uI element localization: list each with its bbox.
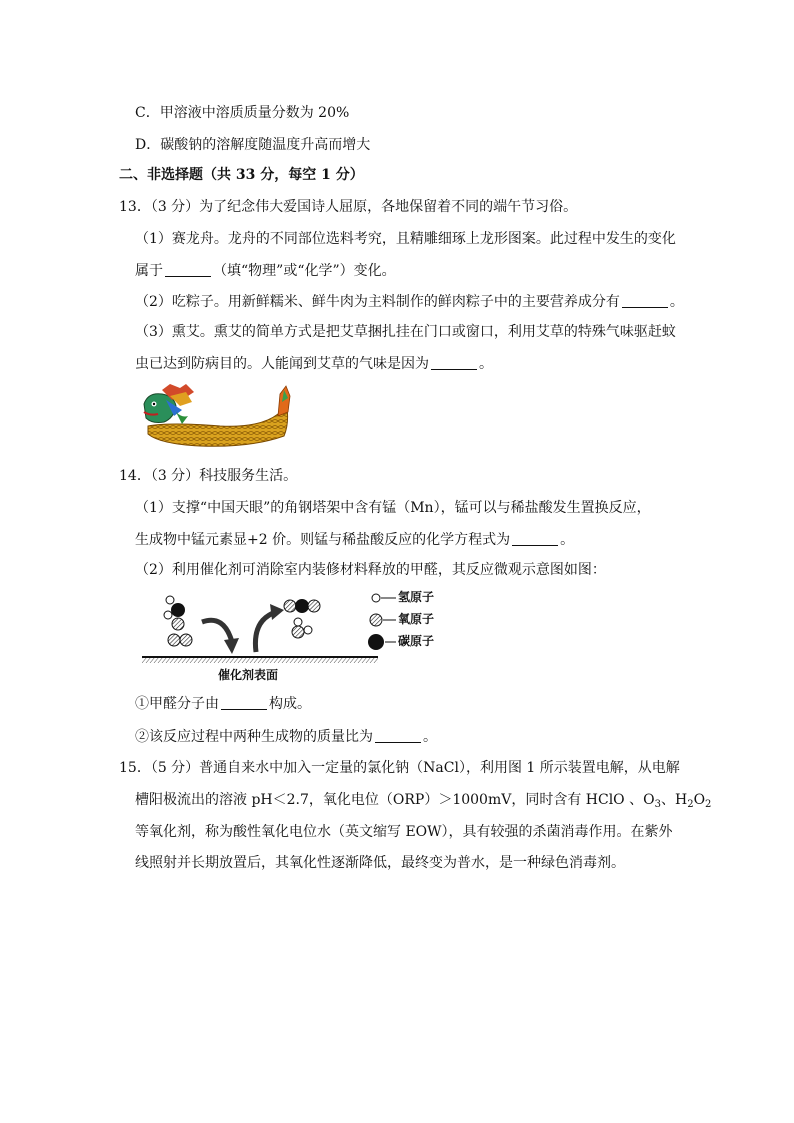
oxygen-atom: [292, 626, 304, 638]
answer-blank[interactable]: [622, 293, 668, 308]
answer-blank[interactable]: [221, 695, 267, 710]
legend-oxygen-label: 氧原子: [398, 612, 435, 626]
q14-part1-prefix: 生成物中锰元素显+2 价。则锰与稀盐酸反应的化学方程式为: [135, 532, 511, 548]
reaction-diagram: [140, 584, 440, 688]
reaction-arrow-in: [202, 620, 232, 642]
q14-answer2-suffix: 。: [423, 729, 437, 745]
q13-part2-suffix: 。: [669, 294, 684, 310]
q14-answer1-prefix: ①甲醛分子由: [135, 696, 219, 712]
oxygen-atom: [168, 634, 180, 646]
q13-part1-line1: （1）赛龙舟。龙舟的不同部位选料考究，且精雕细琢上龙形图案。此过程中发生的变化: [135, 231, 676, 247]
q15-sub-o3: 3: [654, 799, 661, 810]
answer-blank[interactable]: [431, 355, 477, 370]
oxygen-atom: [180, 634, 192, 646]
section-title: 二、非选择题（共 33 分，每空 1 分）: [119, 167, 364, 183]
legend-oxygen-icon: [370, 614, 382, 626]
hydrogen-atom: [164, 611, 172, 619]
q15-line2-mid: 、H: [660, 792, 688, 808]
q14-part1-suffix: 。: [560, 532, 575, 548]
hydrogen-atom: [166, 596, 174, 604]
q15-line3: 等氧化剂，称为酸性氧化电位水（英文缩写 EOW），具有较强的杀菌消毒作用。在紫外: [135, 824, 673, 840]
q13-part2-prefix: （2）吃粽子。用新鲜糯米、鲜牛肉为主料制作的鲜肉粽子中的主要营养成分有: [135, 294, 620, 310]
q14-answer1-suffix: 构成。: [269, 696, 311, 712]
q14-answer1: [135, 694, 311, 714]
catalyst-surface-label: 催化剂表面: [218, 668, 279, 682]
option-c: C．甲溶液中溶质质量分数为 20%: [135, 105, 350, 121]
q13-stem: 13．（3 分）为了纪念伟大爱国诗人屈原，各地保留着不同的端午节习俗。: [119, 199, 578, 215]
q15-sub-h2: 2: [687, 799, 694, 810]
q14-part1-line1: （1）支撑“中国天眼”的角钢塔架中含有锰（Mn），锰可以与稀盐酸发生置换反应，: [135, 500, 651, 516]
carbon-atom: [171, 603, 185, 617]
q15-line4: 线照射并长期放置后，其氧化性逐渐降低，最终变为普水，是一种绿色消毒剂。: [135, 855, 625, 871]
q13-part3-prefix: 虫已达到防病目的。人能闻到艾草的气味是因为: [135, 356, 429, 372]
q14-part1-line2: [135, 530, 574, 550]
carbon-atom: [295, 599, 309, 613]
legend-carbon-label: 碳原子: [398, 634, 435, 648]
q14-part2: （2）利用催化剂可消除室内装修材料释放的甲醛，其反应微观示意图如图：: [135, 562, 606, 578]
legend-carbon-icon: [368, 634, 384, 650]
q15-line2: [135, 790, 711, 810]
q13-part3-line2: [135, 354, 493, 374]
q13-part1-prefix: 属于: [135, 263, 163, 279]
q13-part3-suffix: 。: [479, 356, 493, 372]
hydrogen-atom: [304, 626, 312, 634]
answer-blank[interactable]: [375, 728, 421, 743]
q14-answer2-prefix: ②该反应过程中两种生成物的质量比为: [135, 729, 373, 745]
oxygen-atom: [172, 618, 184, 630]
q15-line1: 15．（5 分）普通自来水中加入一定量的氯化钠（NaCl），利用图 1 所示装置电解，从电解: [119, 760, 680, 776]
q15-line2-o: O: [693, 792, 706, 808]
q13-part3-line1: （3）熏艾。熏艾的简单方式是把艾草捆扎挂在门口或窗口，利用艾草的特殊气味驱赶蚊: [135, 324, 676, 340]
answer-blank[interactable]: [512, 531, 558, 546]
q15-line2-prefix: 槽阳极流出的溶液 pH＜2.7，氧化电位（ORP）＞1000mV，同时含有 HClO 、O: [135, 792, 655, 808]
q13-part1-suffix: （填“物理”或“化学”）变化。: [213, 263, 396, 279]
q13-part1-line2: [135, 261, 396, 281]
option-d: D．碳酸钠的溶解度随温度升高而增大: [135, 137, 371, 153]
legend-hydrogen-icon: [372, 594, 380, 602]
q14-answer2: [135, 727, 437, 747]
hydrogen-atom: [294, 618, 302, 626]
answer-blank[interactable]: [165, 262, 211, 277]
q13-part2: [135, 292, 684, 312]
oxygen-atom: [308, 600, 320, 612]
q15-sub-o2: 2: [705, 799, 712, 810]
oxygen-atom: [284, 600, 296, 612]
legend-hydrogen-label: 氢原子: [398, 590, 435, 604]
reaction-diagram-svg: [140, 584, 440, 688]
dragon-boat-image: [140, 382, 300, 450]
q14-stem: 14．（3 分）科技服务生活。: [119, 468, 298, 484]
